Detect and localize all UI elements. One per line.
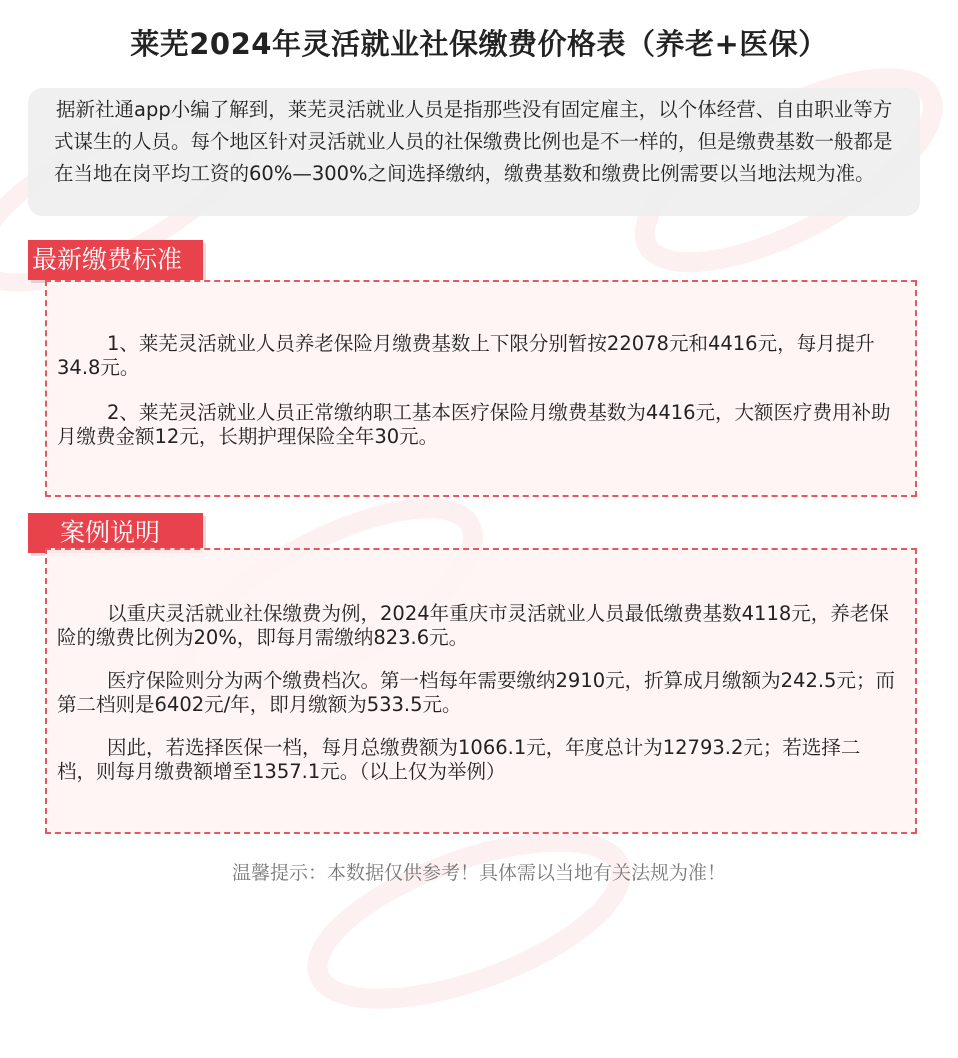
example-paragraph: 医疗保险则分为两个缴费档次。第一档每年需要缴纳2910元，折算成月缴额为242.5元；而第二档则是6402元/年，即月缴额为533.5元。 xyxy=(57,669,895,716)
example-content-box xyxy=(45,548,917,834)
standard-paragraph: 1、莱芜灵活就业人员养老保险月缴费基数上下限分别暂按22078元和4416元，每月提升34.8元。 xyxy=(57,332,875,379)
example-paragraph: 以重庆灵活就业社保缴费为例，2024年重庆市灵活就业人员最低缴费基数4118元，养老保险的缴费比例为20%，即每月需缴纳823.6元。 xyxy=(57,602,889,649)
standard-paragraph: 2、莱芜灵活就业人员正常缴纳职工基本医疗保险月缴费基数为4416元，大额医疗费用补助月缴费金额12元，长期护理保险全年30元。 xyxy=(57,401,891,448)
intro-paragraph: 据新社通app小编了解到，莱芜灵活就业人员是指那些没有固定雇主，以个体经营、自由职业等方式谋生的人员。每个地区针对灵活就业人员的社保缴费比例也是不一样的，但是缴费基数一般都是在当地在岗平均工资的60%—300%之间选择缴纳，缴费基数和缴费比例需要以当地法规为准。 xyxy=(28,88,920,216)
example-paragraph: 因此，若选择医保一档，每月总缴费额为1066.1元，年度总计为12793.2元；若选择二档，则每月缴费额增至1357.1元。（以上仅为举例） xyxy=(57,736,861,783)
section-heading-standard: 最新缴费标准 xyxy=(28,240,203,280)
page-title: 莱芜2024年灵活就业社保缴费价格表（养老+医保） xyxy=(130,27,828,61)
section-heading-example: 案例说明 xyxy=(28,513,203,553)
footer-note: 温馨提示：本数据仅供参考！具体需以当地有关法规为准！ xyxy=(231,862,726,884)
standard-content-box xyxy=(45,280,917,497)
